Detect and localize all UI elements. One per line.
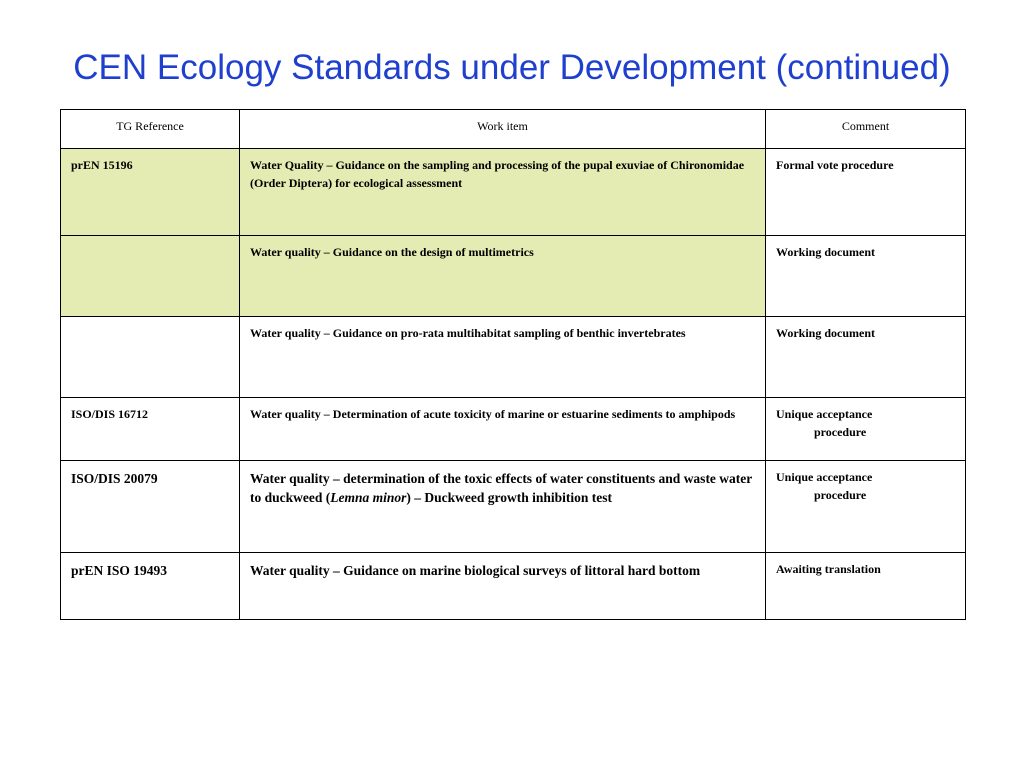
row-4-comment [766, 398, 966, 461]
header-comment: Comment [766, 110, 966, 149]
table-header-row [61, 110, 966, 149]
row-1-work-item: Water Quality – Guidance on the sampling and processing of the pupal exuviae of Chironomidae (Order Diptera) for ecological assessment [240, 149, 766, 236]
slide-title: CEN Ecology Standards under Development (continued) [73, 48, 951, 87]
table-row [61, 149, 966, 236]
row-4-comment-line2: procedure [814, 424, 867, 439]
standards-table [60, 109, 966, 620]
row-3-work-item: Water quality – Guidance on pro-rata multihabitat sampling of benthic invertebrates [240, 317, 766, 398]
row-5-comment [766, 461, 966, 553]
row-5-work-item [240, 461, 766, 553]
row-2-comment: Working document [766, 236, 966, 317]
row-5-comment-line2: procedure [814, 487, 867, 502]
row-5-work-item-after: ) – Duckweed growth inhibition test [406, 490, 613, 505]
row-6-work-item: Water quality – Guidance on marine biological surveys of littoral hard bottom [240, 553, 766, 620]
table-row [61, 236, 966, 317]
row-3-tg-reference [61, 317, 240, 398]
row-4-work-item: Water quality – Determination of acute toxicity of marine or estuarine sediments to amphipods [240, 398, 766, 461]
row-4-tg-reference: ISO/DIS 16712 [61, 398, 240, 461]
row-5-work-item-italic: Lemna minor [330, 490, 407, 505]
row-5-work-item-before: Water quality – determination of the toxic effects of water constituents and waste water to duckweed ( [250, 471, 753, 505]
row-3-comment: Working document [766, 317, 966, 398]
row-1-comment: Formal vote procedure [766, 149, 966, 236]
table-row [61, 317, 966, 398]
table-row [61, 398, 966, 461]
row-1-tg-reference: prEN 15196 [61, 149, 240, 236]
row-5-comment-line1: Unique acceptance [776, 470, 873, 484]
table-row [61, 461, 966, 553]
row-2-tg-reference [61, 236, 240, 317]
header-tg-reference: TG Reference [61, 110, 240, 149]
row-2-work-item: Water quality – Guidance on the design of multimetrics [240, 236, 766, 317]
row-6-comment: Awaiting translation [766, 553, 966, 620]
row-5-tg-reference: ISO/DIS 20079 [61, 461, 240, 553]
table-row [61, 553, 966, 620]
header-work-item: Work item [240, 110, 766, 149]
row-4-comment-line1: Unique acceptance [776, 407, 873, 421]
row-6-tg-reference: prEN ISO 19493 [61, 553, 240, 620]
